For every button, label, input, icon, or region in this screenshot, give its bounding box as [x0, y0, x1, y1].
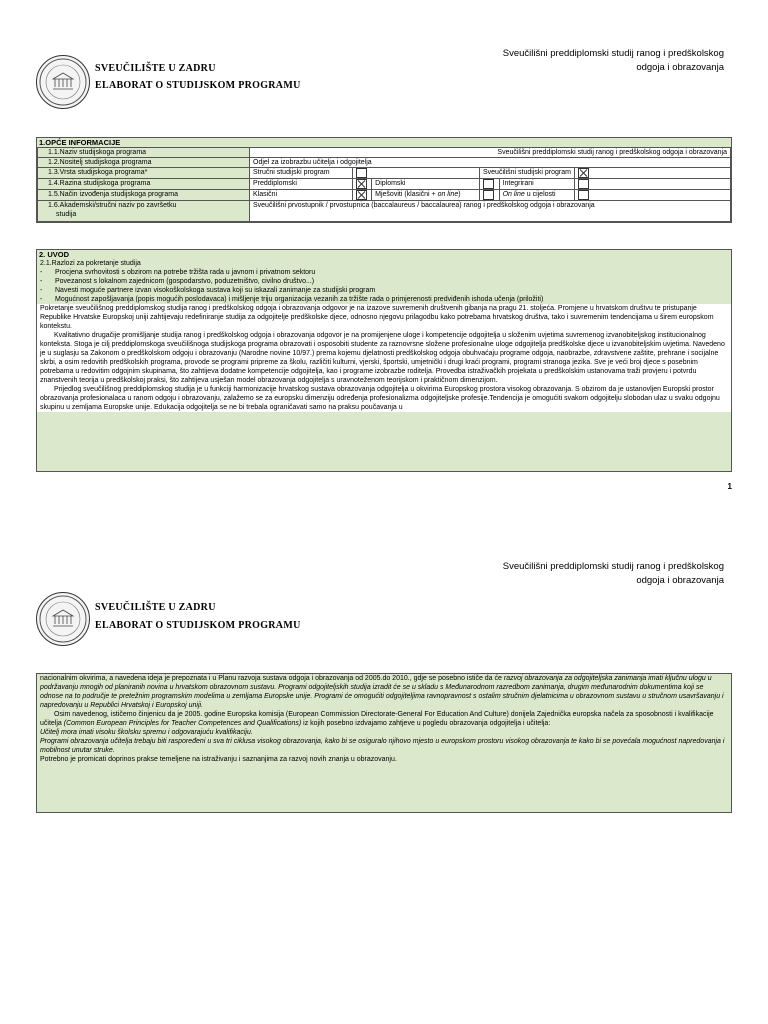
checkbox-graduate[interactable]: [483, 179, 494, 189]
list-item: - Procjena svrhovitosti s obzirom na potrebe tržišta rada u javnom i privatnom sektoru: [37, 268, 731, 277]
option-cell: [353, 190, 372, 201]
option-label: Sveučilišni studijski program: [480, 168, 575, 179]
section-heading: 1.OPĆE INFORMACIJE: [39, 138, 121, 147]
row-label: 1.6.Akademski/stručni naziv po završetku studija: [38, 201, 250, 222]
university-seal-icon: [36, 55, 90, 109]
paragraph: Osim navedenog, ističemo činjenicu da je 2005. godine Europska komisija (European Commission Directorate-General For Education And Culture) donijela Zajednička europska načela za sposobnosti i kvalifikacije učitelja (Common European Principles for Teacher Competences and Qualifications) iz kojih posebno izdvajamo zahtjeve u pogledu obrazovanja odgojitelja i učitelja:: [40, 711, 714, 727]
row-label: 1.2.Nositelj studijskoga programa: [38, 158, 250, 168]
program-name-value: Sveučilišni preddiplomski studij ranog i predškolskog odgoja i obrazovanja: [250, 148, 731, 158]
checkbox-professional[interactable]: [356, 168, 367, 178]
quote-item: Potrebno je promicati doprinos prakse temeljene na istraživanju i saznanjima za razvoj novih znanja u obrazovanju.: [40, 756, 397, 763]
intro-body: [37, 304, 731, 412]
checkbox-undergraduate-checked[interactable]: [356, 179, 367, 189]
option-label: Integrirani: [499, 179, 574, 190]
option-label-mixed: Mješoviti (klasični + on line): [372, 190, 480, 201]
university-seal-icon: [36, 592, 90, 646]
option-cell: [574, 168, 730, 179]
quote-item: Programi obrazovanja učitelja trebaju biti raspoređeni u sva tri ciklusa visokog obrazovanja, kako bi se osiguralo njihovo mjesto u europskom prostoru visokog obrazovanja te kako bi se povećala mogućnost napredovanja i mobilnost unutar struke.: [40, 738, 725, 754]
checkbox-mixed[interactable]: [483, 190, 494, 200]
option-label: Diplomski: [372, 179, 480, 190]
intro-section: [36, 249, 732, 472]
general-info-section: [36, 137, 732, 223]
option-cell: [574, 179, 730, 190]
intro-continued-section: [36, 673, 732, 813]
section-heading: 2. UVOD: [39, 250, 70, 259]
row-label: 1.1.Naziv studijskoga programa: [38, 148, 250, 158]
page-2: [0, 530, 768, 1024]
paragraph: nacionalnim okvirima, a navedena ideja je prepoznata i u Planu razvoja sustava odgoja i obrazovanja od 2005.do 2010., gdje se posebno ističe da će razvoj obrazovanja za odgojiteljska zanimanja imati ključnu ulogu u podržavanju mnogih od planiranih novina u hrvatskom obrazovnom sustavu. Programi odgojiteljskih studija izradit će se u skladu s Međunarodnom razredbom zanimanja, drugim međunarodnim dokumentima koji se odnose na to područje te pretežnim programskim modelima u zemljama Europske unije. Programi će omogućiti odgojiteljima ravnopravnost s ostalim stručnim djelatnicima u obrazovnom sustavu u stručnom usavršavanju i napredovanju u Republici Hrvatskoj i Europskoj uniji.: [40, 675, 724, 709]
list-item: - Navesti moguće partnere izvan visokoškolskoga sustava koji su iskazali zanimanje za studijski program: [37, 286, 731, 295]
option-cell: [574, 190, 730, 201]
continued-body: [37, 674, 731, 764]
option-cell: [353, 179, 372, 190]
page-1: [0, 0, 768, 500]
page-number: 1: [727, 482, 732, 491]
list-item: - Mogućnost zapošljavanja (popis mogućih poslodavaca) i mišljenje triju organizacija vezanih za tržište rada o primjerenosti predviđenih ishoda učenja (priložiti): [37, 295, 731, 304]
academic-title-value: Sveučilišni prvostupnik / prvostupnica (baccalaureus / baccalaurea) ranog i predškolskog odgoja i obrazovanja: [250, 201, 731, 222]
option-label-online: On line u cijelosti: [499, 190, 574, 201]
option-cell: [480, 179, 500, 190]
checkbox-classic-checked[interactable]: [356, 190, 367, 200]
option-label: Stručni studijski program: [250, 168, 353, 179]
row-label: 1.5.Način izvođenja studijskoga programa: [38, 190, 250, 201]
program-title: Sveučilišni preddiplomski studij ranog i predškolskog odgoja i obrazovanja: [502, 561, 724, 586]
option-label: Preddiplomski: [250, 179, 353, 190]
document-title: ELABORAT O STUDIJSKOM PROGRAMU: [95, 80, 301, 91]
quote-item: Učitelj mora imati visoku školsku spremu i odgovarajuću kvalifikaciju.: [40, 729, 253, 736]
option-cell: [353, 168, 480, 179]
paragraph: Prijedlog sveučilišnog preddiplomskog studija je u funkciji harmonizacije hrvatskog sustava obrazovanja odgojitelja u okvirima Europskog prostora visokog obrazovanja. S obzirom da je ustanovljen Europski prostor obrazovanja profesionalaca u ranom odgoju i obrazovanju, zalažemo se za europsku dimenziju određenja profesionalizma odgojiteljske profesije.Tendencija je omogućiti svakom odgojitelju slobodan ulaz u svaku odgojnu skupinu u zemljama Europske unije. Edukacija odgojitelja se ne bi trebala ograničavati samo na praksu poučavanja u: [40, 386, 720, 411]
row-label: 1.4.Razina studijskoga programa: [38, 179, 250, 190]
general-info-table: [37, 147, 731, 222]
list-item: - Povezanost s lokalnom zajednicom (gospodarstvo, poduzetništvo, civilno društvo...): [37, 277, 731, 286]
option-cell: [480, 190, 500, 201]
program-holder-value: Odjel za izobrazbu učitelja i odgojitelja: [250, 158, 731, 168]
university-name: SVEUČILIŠTE U ZADRU: [95, 63, 216, 74]
paragraph: Kvalitativno drugačije promišljanje studija ranog i predškolskog odgoja i obrazovanja odgovor je na promijenjene uloge i kompetencije odgojitelja u složenim uvjetima suvremenog izvanobiteljskog institucionalnog konteksta. Stoga je cilj preddiplomskoga sveučilišnoga studijskoga programa obrazovati i osposobiti studente za raznovrsne složene profesionalne uloge odgojitelja predškolske djece u izvanobiteljskim uvjetima. Navedeno je u suglasju sa Zakonom o predškolskom odgoju i obrazovanju (Narodne novine 10/97.) prema kojemu djelatnosti predškolskog odgoja obuhvaćaju programe odgoja, naobrazbe, zdravstvene zaštite, prehrane i socijalne skrbi, a osim redovitih predškolskih programa, provode se programi pripreme za školu, različiti kulturni, vjerski, športski, umjetnički i drugi kraći programi, programi stranoga jezika. Sve je veći broj djece s posebnim potrebama u redovitim odgojnim skupinama, što zahtijeva dodatne kompetencije odgojitelja, kao i programe izobrazbe roditelja. Provedba istraživačkih projekata u predškolskim ustanovama traži provjeru i potvrdu znanstvenih teorija u predškolskoj praksi, što zahtijeva usješan model obrazovanja odgojitelja s uravnoteženom teorijskom i praktičnom dimenzijom.: [40, 332, 725, 384]
row-label: 1.3.Vrsta studijskoga programa*: [38, 168, 250, 179]
option-label: Klasični: [250, 190, 353, 201]
intro-subheading: 2.1.Razlozi za pokretanje studija: [40, 260, 141, 267]
checkbox-online[interactable]: [578, 190, 589, 200]
paragraph: Pokretanje sveučilišnog preddiplomskog studija ranog i predškolskog odgoja i obrazovanja odgovor je na izazove suvremenih društvenih gibanja na pragu 21. stoljeća. Promjene u hrvatskom društvu te pristupanje Republike Hrvatske Europskoj uniji zahtijevaju redefiniranje studija za odgojitelje predškolske djece, odnosno njegovu prilagodbu kako potrebama hrvatskog društva, tako i suvremenim tendencijama u širem europskom kontekstu.: [40, 305, 714, 330]
checkbox-integrated[interactable]: [578, 179, 589, 189]
university-name: SVEUČILIŠTE U ZADRU: [95, 602, 216, 613]
program-title: Sveučilišni preddiplomski studij ranog i predškolskog odgoja i obrazovanja: [502, 48, 724, 73]
checkbox-university-checked[interactable]: [578, 168, 589, 178]
document-title: ELABORAT O STUDIJSKOM PROGRAMU: [95, 620, 301, 631]
